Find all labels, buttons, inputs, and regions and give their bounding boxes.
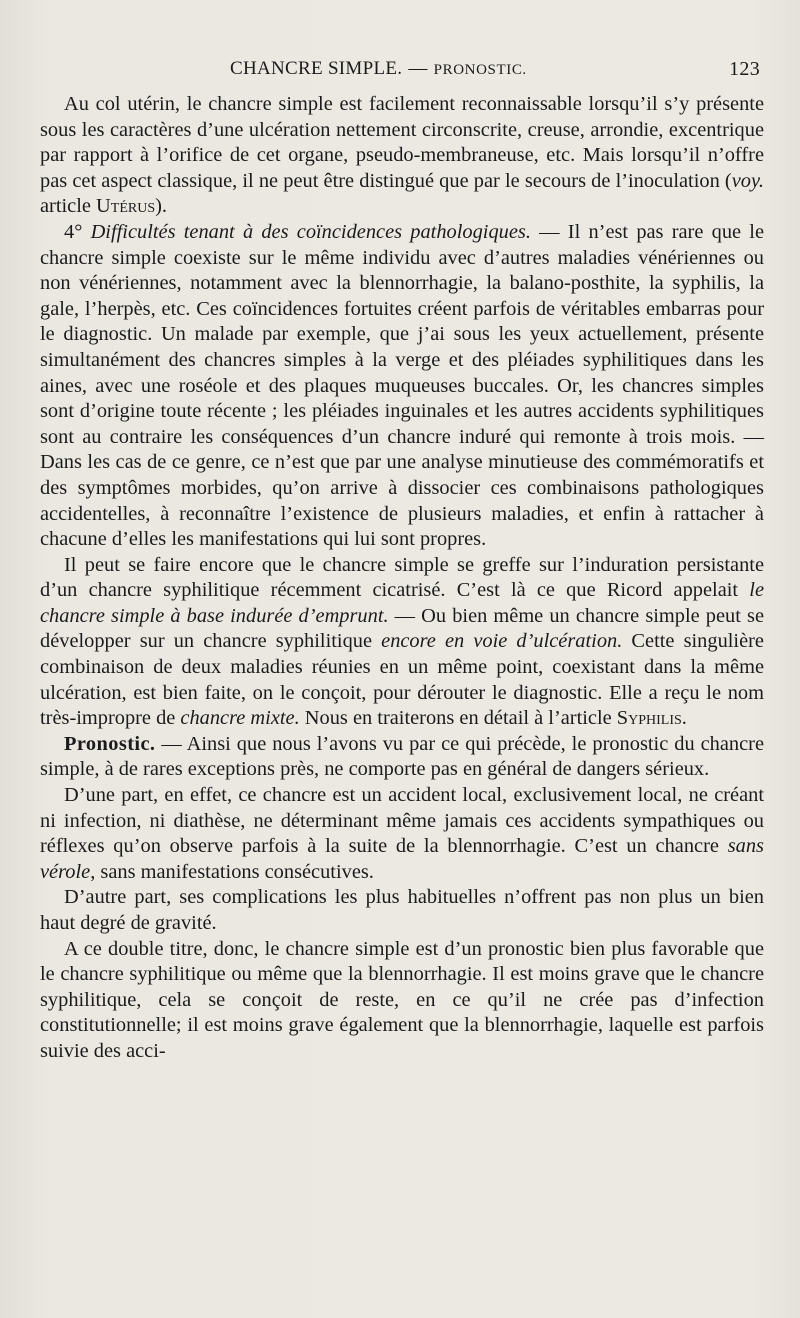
cross-reference-syphilis: Syphilis: [616, 707, 682, 730]
paragraph-text: — Ou bien même un chancre simple peut se développer sur un chancre syphilitique: [40, 604, 764, 653]
paragraph-text: — Il n’est pas rare que le chancre simple coexiste sur le même individu avec d’autres maladies vénériennes ou non vénériennes, notamment avec la blennorrhagie, la balano-posthite, la syphilis, la gale, l’herpès, etc. Ces coïncidences fortuites créent parfois de véritables embarras pour le diagnostic. Un malade par exemple, que j’ai sous les yeux actuellement, présente simultanément des chancres simples à la verge et des pléiades syphilitiques dans les aines, avec une roséole et des plaques muqueuses buccales. Or, les chancres simples sont d’origine toute récente ; les pléiades inguinales et les autres accidents syphilitiques sont au contraire les conséquences d’un chancre induré qui remonte à trois mois. — Dans les cas de ce genre, ce n’est que par une analyse minutieuse des commémoratifs et des symptômes morbides, qu’on arrive à dissocier ces combinaisons pathologiques accidentelles, à reconnaître l’existence de plusieurs maladies, et enfin à rattacher à chacune d’elles les manifestations qui lui sont propres.: [40, 220, 765, 551]
body-text: [40, 92, 764, 1065]
page-number: 123: [729, 58, 760, 80]
paragraph-mixed-chancre: [40, 553, 764, 732]
section-number: 4°: [64, 220, 91, 243]
section-heading-coincidences: Difficultés tenant à des coïncidences pathologiques.: [90, 220, 531, 243]
paragraph-text: D’une part, en effet, ce chancre est un accident local, exclusivement local, ne créant ni infection, ni diathèse, ne déterminant même jamais ces accidents sympathiques ou réflexes qu’on observe parfois à la suite de la blennorrhagie. C’est un chancre: [40, 784, 764, 858]
italic-term: sans vérole: [40, 835, 764, 883]
cross-reference-uterus: Utérus: [96, 195, 156, 218]
header-separator: —: [408, 58, 428, 79]
italic-term: encore en voie d’ulcération.: [381, 630, 623, 653]
italic-term: chancre mixte.: [180, 707, 300, 730]
paragraph-text: ).: [155, 195, 168, 218]
italic-term: le chancre simple à base indurée d’emprunt.: [40, 579, 764, 627]
running-header: [40, 58, 764, 92]
paragraph-coincidences: [40, 220, 764, 553]
italic-voy: voy.: [731, 169, 764, 192]
paragraph-pronostic: [40, 732, 764, 783]
paragraph-text: , sans manifestations consécutives.: [90, 860, 374, 883]
chapter-title: CHANCRE SIMPLE.: [230, 58, 403, 79]
paragraph-text: Cette singulière combinaison de deux maladies réunies en un même point, coexistant dans la même ulcération, est bien faite, on le conçoit, pour dérouter le diagnostic. Elle a reçu le nom très-impropre de: [40, 630, 764, 730]
section-heading-pronostic: Pronostic.: [64, 732, 156, 755]
paragraph-local-accident: [40, 783, 764, 885]
paragraph-uterine-chancre: [40, 92, 764, 220]
paragraph-text: article: [40, 195, 97, 218]
paragraph-text: Il peut se faire encore que le chancre simple se greffe sur l’induration persistante d’un chancre syphilitique récemment cicatrisé. C’est là ce que Ricord appelait: [40, 553, 764, 602]
paragraph-double-title: A ce double titre, donc, le chancre simple est d’un pronostic bien plus favorable que le chancre syphilitique ou même que la blennorrhagie. Il est moins grave que le chancre syphilitique, cela se conçoit de reste, en ce qu’il ne crée pas d’infection constitutionnelle; il est moins grave également que la blennorrhagie, laquelle est parfois suivie des acci-: [40, 937, 764, 1062]
paragraph-text: .: [681, 707, 687, 730]
paragraph-text: Au col utérin, le chancre simple est facilement reconnaissable lorsqu’il s’y présente sous les caractères d’une ulcération nettement circonscrite, creuse, arrondie, excentrique par rapport à l’orifice de cet organe, pseudo-membraneuse, etc. Mais lorsqu’il n’offre pas cet aspect classique, il ne peut être distingué que par le secours de l’inoculation (: [40, 93, 764, 192]
running-title: [230, 58, 527, 80]
section-subtitle: PRONOSTIC.: [433, 62, 527, 78]
paragraph-text: Nous en traiterons en détail à l’article: [299, 707, 617, 730]
paragraph-text: — Ainsi que nous l’avons vu par ce qui précède, le pronostic du chancre simple, à de rares exceptions près, ne comporte pas en général de dangers sérieux.: [40, 732, 764, 781]
paragraph-complications: D’autre part, ses complications les plus habituelles n’offrent pas non plus un bien haut degré de gravité.: [40, 886, 764, 934]
